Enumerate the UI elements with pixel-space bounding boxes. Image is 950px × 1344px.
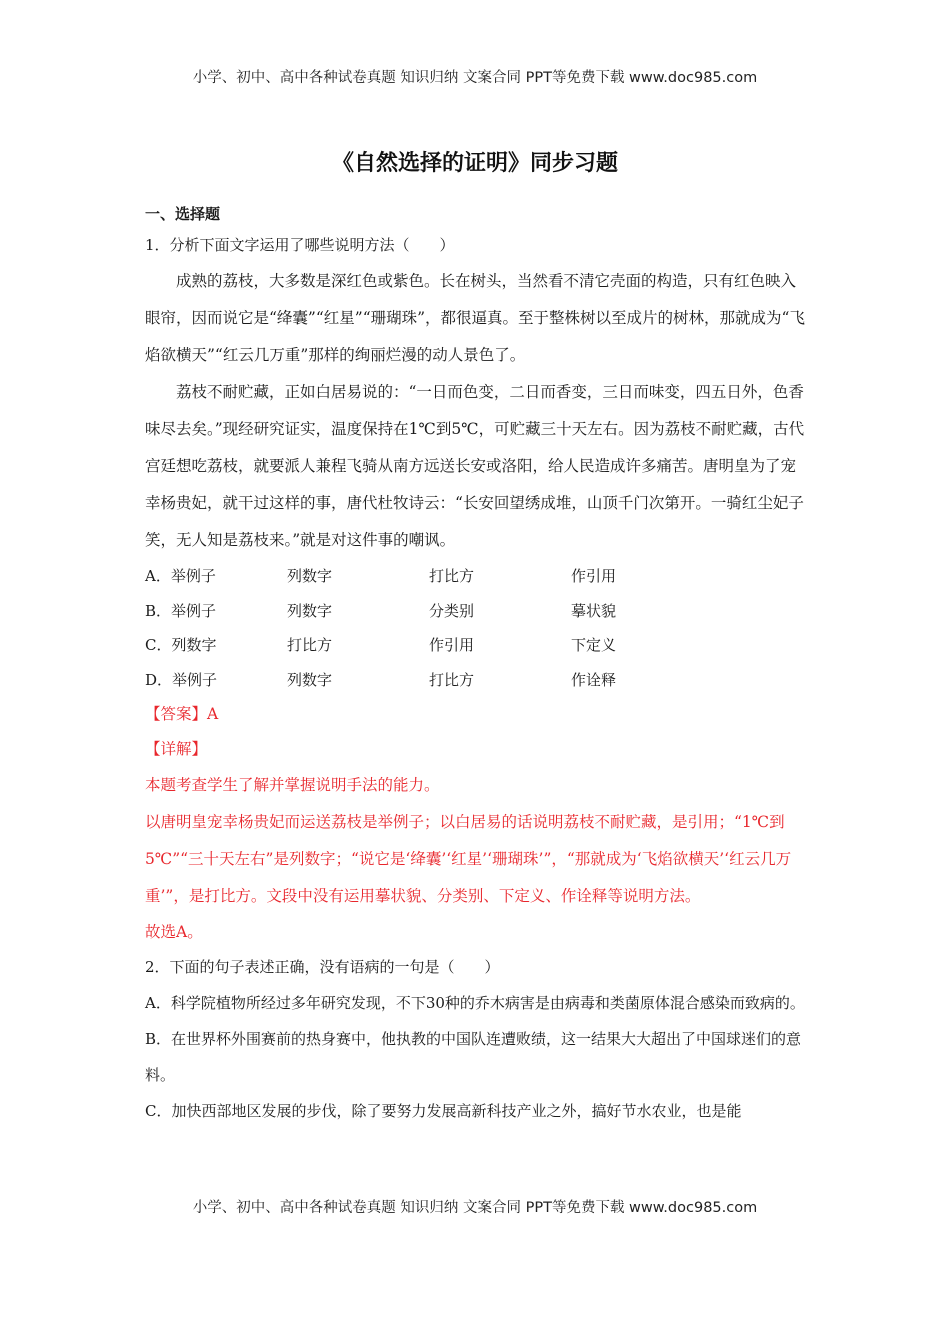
option-cell: 作引用 (429, 636, 475, 654)
option-cell: 摹状貌 (571, 601, 617, 620)
option-cell: 打比方 (287, 636, 333, 654)
option-cell: 分类别 (429, 601, 475, 620)
question-1-passage-paragraph: 荔枝不耐贮藏，正如白居易说的：“一日而色变，二日而香变，三日而味变，四五日外，色香味尽去矣。”现经研究证实，温度保持在1℃到5℃，可贮藏三十天左右。因为荔枝不耐贮藏，古代宫廷想吃荔枝，就要派人兼程飞骑从南方远送长安或洛阳，给人民造成许多痛苦。唐明皇为了宠幸杨贵妃，就干过这样的事，唐代杜牧诗云：“长安回望绣成堆，山顶千门次第开。一骑红尘妃子笑，无人知是荔枝来。”就是对这件事的嘲讽。 (145, 383, 805, 549)
option-row (145, 628, 810, 663)
question-2-stem: 2．下面的句子表述正确，没有语病的一句是（ ） (145, 958, 500, 976)
option-cell: 列数字 (287, 601, 333, 620)
question-2-option-b: B．在世界杯外围赛前的热身赛中，他执教的中国队连遭败绩，这一结果大大超出了中国球迷们的意料。 (145, 1030, 802, 1084)
answer-value: A (207, 705, 219, 723)
section-heading: 一、选择题 (145, 205, 221, 223)
option-cell: 打比方 (429, 567, 475, 585)
explanation-paragraph: 以唐明皇宠幸杨贵妃而运送荔枝是举例子；以白居易的话说明荔枝不耐贮藏，是引用；“1℃到5℃”“三十天左右”是列数字；“说它是‘绛囊’‘红星’‘珊瑚珠’”，“那就成为‘飞焰欲横天’‘红云几万重’”，是打比方。文段中没有运用摹状貌、分类别、下定义、作诠释等说明方法。 (145, 813, 792, 905)
explanation-paragraph: 本题考查学生了解并掌握说明手法的能力。 (145, 776, 440, 794)
explanation-conclusion: 故选A。 (145, 923, 203, 941)
page-title: 《自然选择的证明》同步习题 (331, 151, 618, 176)
option-cell: D．举例子 (145, 670, 218, 689)
detail-label: 【详解】 (145, 740, 208, 758)
question-2-option-c: C．加快西部地区发展的步伐，除了要努力发展高新科技产业之外，搞好节水农业，也是能 (145, 1102, 742, 1120)
option-cell: A．举例子 (145, 567, 216, 585)
answer-line (145, 697, 810, 732)
question-1-options (145, 559, 810, 697)
option-cell: 打比方 (429, 670, 475, 689)
question-1-stem: 1．分析下面文字运用了哪些说明方法（ ） (145, 236, 455, 254)
answer-label: 【答案】 (145, 705, 208, 723)
option-cell: 列数字 (287, 567, 333, 585)
question-2-option-a: A．科学院植物所经过多年研究发现，不下30种的乔木病害是由病毒和类菌原体混合感染而致病的。 (145, 994, 805, 1012)
document-body (145, 200, 810, 1129)
option-cell: 作引用 (571, 567, 617, 585)
question-1-passage-paragraph: 成熟的荔枝，大多数是深红色或紫色。长在树头，当然看不清它壳面的构造，只有红色映入眼帘，因而说它是“绛囊”“红星”“珊瑚珠”，都很逼真。至于整株树以至成片的树林，那就成为“飞焰欲横天”“红云几万重”那样的绚丽烂漫的动人景色了。 (145, 272, 805, 364)
option-cell: B．举例子 (145, 601, 217, 620)
option-row (145, 663, 810, 698)
page-footer: 小学、初中、高中各种试卷真题 知识归纳 文案合同 PPT等免费下载 www.doc985.com (192, 1200, 758, 1216)
option-row (145, 559, 810, 594)
option-row (145, 594, 810, 629)
option-cell: C．列数字 (145, 636, 217, 654)
option-cell: 下定义 (571, 636, 617, 654)
page-header: 小学、初中、高中各种试卷真题 知识归纳 文案合同 PPT等免费下载 www.doc985.com (192, 70, 758, 86)
option-cell: 列数字 (287, 670, 333, 689)
option-cell: 作诠释 (571, 670, 617, 689)
